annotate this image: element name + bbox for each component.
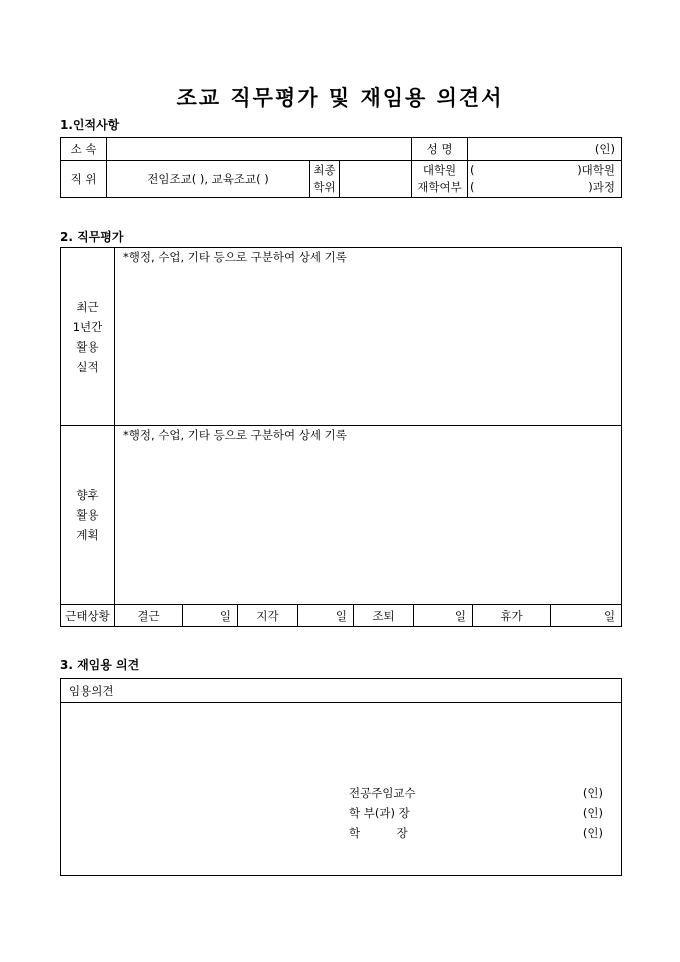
absence-label: 결근 xyxy=(115,605,183,627)
reappointment-opinion-table xyxy=(60,678,622,876)
position-label: 직 위 xyxy=(61,161,107,198)
leave-days-field[interactable] xyxy=(551,605,622,627)
signature-seal-dean: (인) xyxy=(582,826,603,840)
affiliation-label: 소 속 xyxy=(61,138,107,161)
grad-paren-open-1: ( xyxy=(470,163,475,177)
absence-days-field[interactable] xyxy=(183,605,238,627)
name-field[interactable] xyxy=(468,138,622,161)
grad-label-line1: 대학원 xyxy=(422,163,457,177)
attendance-label: 근태상황 xyxy=(61,605,115,627)
degree-label-line2: 학위 xyxy=(313,180,336,194)
recent-label-3: 활용 xyxy=(76,339,99,354)
future-plan-field[interactable] xyxy=(115,426,622,605)
recent-performance-label xyxy=(61,248,115,426)
grad-value-1: )대학원 xyxy=(577,163,616,177)
section2-heading: 2. 직무평가 xyxy=(60,230,124,244)
grad-value-2: )과정 xyxy=(588,180,616,194)
plan-label-3: 계획 xyxy=(76,528,99,542)
name-label: 성 명 xyxy=(412,138,468,161)
plan-label-1: 향후 xyxy=(76,488,99,502)
early-leave-day-unit: 일 xyxy=(454,608,466,623)
future-plan-label xyxy=(61,426,115,605)
recent-label-1: 최근 xyxy=(76,299,99,314)
future-plan-note: *행정, 수업, 기타 등으로 구분하여 상세 기록 xyxy=(123,428,347,442)
recent-performance-field[interactable] xyxy=(115,248,622,426)
leave-label: 휴가 xyxy=(473,605,551,627)
recent-performance-note: *행정, 수업, 기타 등으로 구분하여 상세 기록 xyxy=(123,250,347,264)
absence-day-unit: 일 xyxy=(219,608,231,623)
personal-info-table xyxy=(60,137,622,198)
opinion-field[interactable] xyxy=(61,703,622,876)
signature-role-dean: 학 장 xyxy=(349,826,408,840)
early-leave-label: 조퇴 xyxy=(354,605,414,627)
late-days-field[interactable] xyxy=(298,605,354,627)
position-options[interactable]: 전임조교( ), 교육조교( ) xyxy=(107,161,310,198)
degree-field[interactable] xyxy=(340,161,412,198)
affiliation-field[interactable] xyxy=(107,138,412,161)
recent-label-4: 실적 xyxy=(76,359,99,374)
early-leave-days-field[interactable] xyxy=(414,605,473,627)
degree-label-line1: 최종 xyxy=(313,163,336,177)
leave-day-unit: 일 xyxy=(604,608,616,623)
section1-heading: 1.인적사항 xyxy=(60,118,120,132)
degree-label xyxy=(310,161,340,198)
recent-label-2: 1년간 xyxy=(72,319,103,334)
grad-paren-open-2: ( xyxy=(470,180,475,194)
job-evaluation-table xyxy=(60,247,622,627)
opinion-label: 임용의견 xyxy=(61,679,622,703)
section3-heading: 3. 재임용 의견 xyxy=(60,658,140,672)
plan-label-2: 활용 xyxy=(76,508,99,522)
grad-status-label xyxy=(412,161,468,198)
signature-seal-dept-head: (인) xyxy=(582,806,603,820)
grad-status-field[interactable] xyxy=(468,161,622,198)
document-title: 조교 직무평가 및 재임용 의견서 xyxy=(176,85,504,110)
name-seal: (인) xyxy=(594,142,616,156)
grad-label-line2: 재학여부 xyxy=(417,180,462,194)
late-label: 지각 xyxy=(238,605,298,627)
signature-seal-professor: (인) xyxy=(582,786,603,800)
late-day-unit: 일 xyxy=(335,608,347,623)
signature-role-dept-head: 학 부(과) 장 xyxy=(349,806,410,820)
signature-role-professor: 전공주임교수 xyxy=(349,786,416,800)
